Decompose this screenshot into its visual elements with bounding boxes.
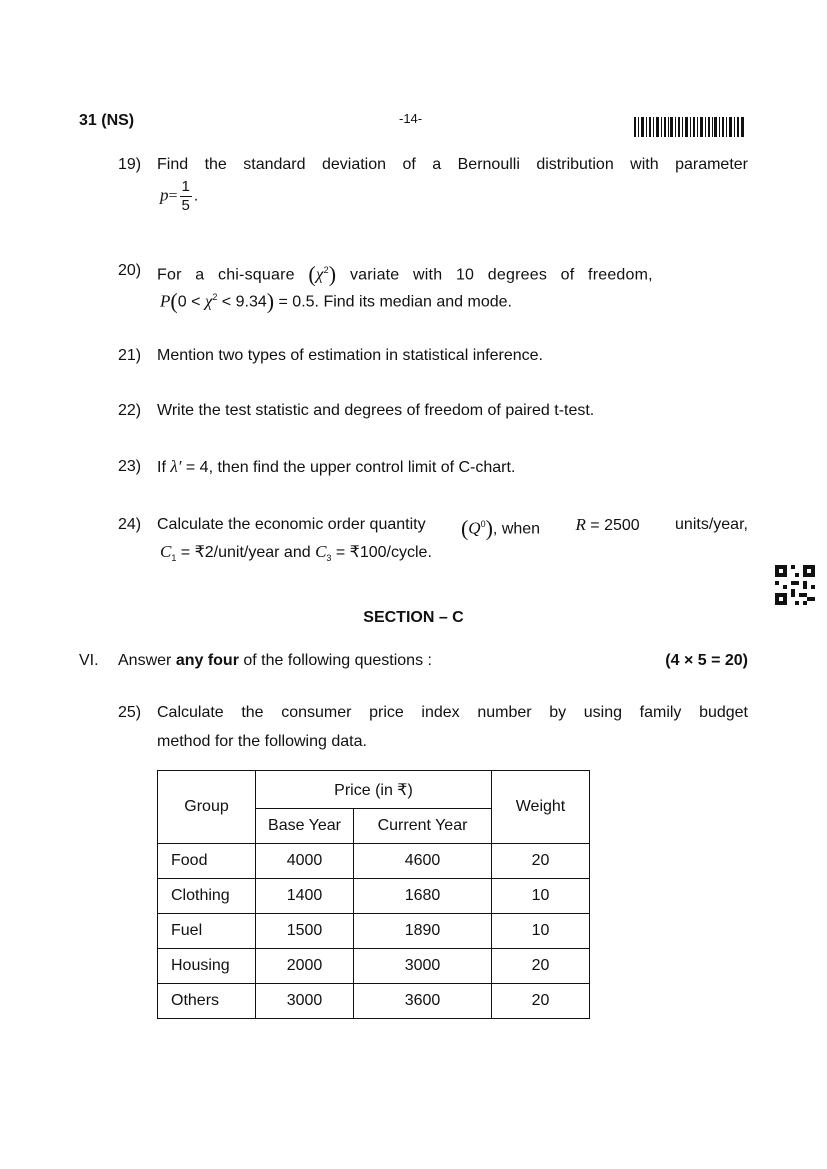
question-20-line2: $P(0 < \chi^2 < 9.34) = 0.5$. Find its median and mode. [160,288,512,314]
header-price: Price (in ₹) [256,771,492,809]
section-roman-number: VI. [79,652,99,669]
section-title: SECTION – C [363,609,464,626]
header-group: Group [158,771,256,844]
page-number: -14- [399,111,423,126]
question-25-line1: Calculate the consumer price index number by using family budget [157,704,748,721]
question-number: 20) [118,262,142,279]
paper-code: 31 (NS) [79,112,135,129]
question-20-line1: For a chi-square $(\chi^2)$ variate with 10 degrees of freedom, [157,261,653,287]
question-19-text: Find the standard deviation of a Bernoulli distribution with parameter [157,156,748,173]
question-25-line2: method for the following data. [157,733,367,750]
question-23-text: If λ′ = 4, then find the upper control limit of C-chart. [157,457,516,476]
question-number: 21) [118,347,142,364]
question-21-text: Mention two types of estimation in statistical inference. [157,347,543,364]
section-instruction: Answer any four of the following questions : [118,652,432,669]
table-row: Food 4000 4600 20 [158,844,590,879]
price-table [157,770,590,1019]
question-number: 25) [118,704,142,721]
table-row: Clothing 1400 1680 10 [158,879,590,914]
question-19-formula: p= $\frac{1}{5}$ . [160,178,199,214]
barcode-icon [634,117,744,137]
header-weight: Weight [492,771,590,844]
question-number: 24) [118,516,142,533]
header-base-year: Base Year [256,809,354,844]
table-row: Housing 2000 3000 20 [158,949,590,984]
table-row: Fuel 1500 1890 10 [158,914,590,949]
question-24-line1: Calculate the economic order quantity $(Q^0)$, when R = 2500 units/year, [157,515,748,541]
qr-code-icon [775,565,815,605]
question-24-line2: $C_1$ = ₹2/unit/year and $C_3$ = ₹100/cycle. [160,542,432,564]
question-number: 22) [118,402,142,419]
table-row: Others 3000 3600 20 [158,984,590,1019]
question-number: 19) [118,156,142,173]
header-current-year: Current Year [354,809,492,844]
question-22-text: Write the test statistic and degrees of freedom of paired t-test. [157,402,595,419]
question-number: 23) [118,458,142,475]
section-marks: (4 × 5 = 20) [665,652,748,669]
